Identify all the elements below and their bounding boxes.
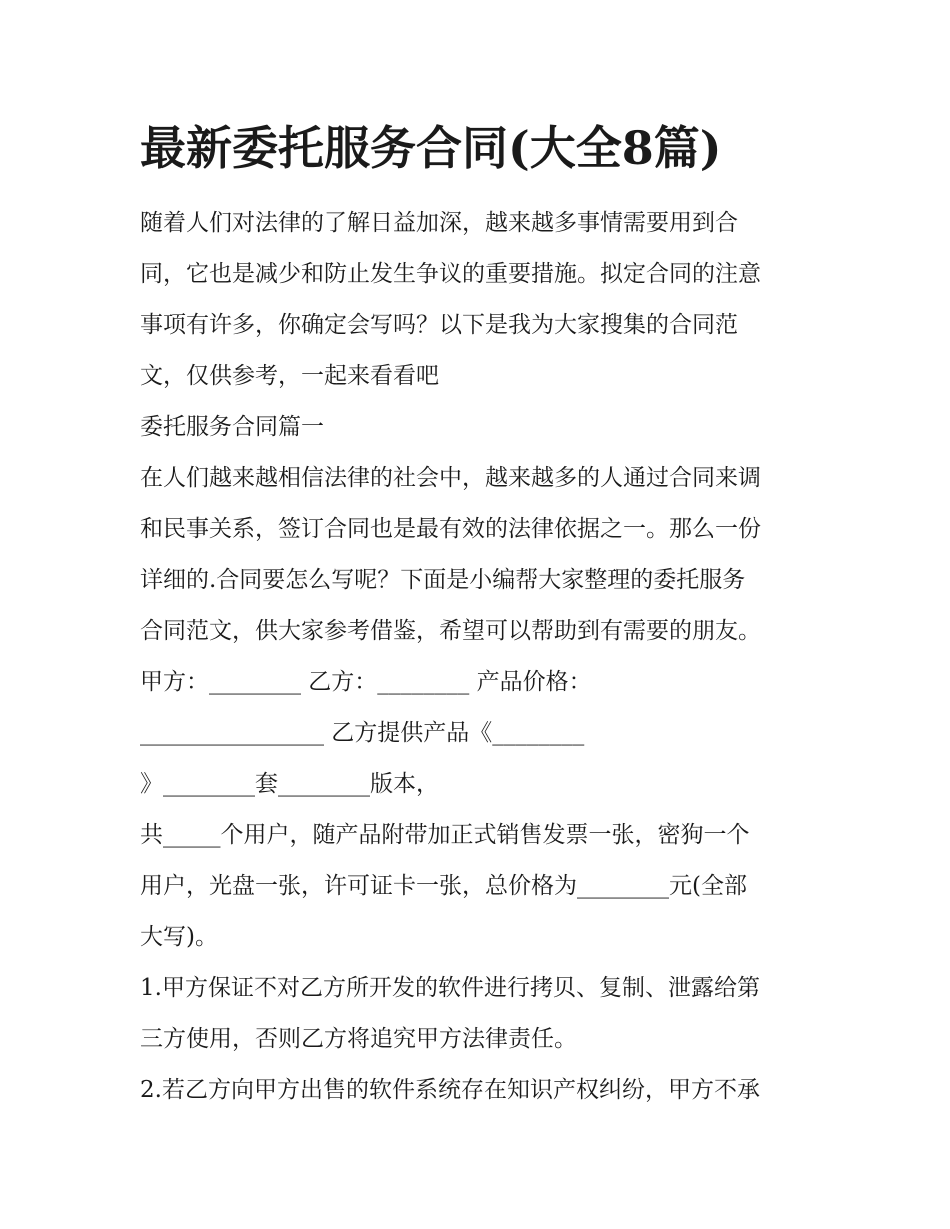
section-heading: 委托服务合同篇一 <box>140 414 324 440</box>
text-line: 在人们越来越相信法律的社会中，越来越多的人通过合同来调 <box>140 465 761 491</box>
text-line: 甲方：________ 乙方：________ 产品价格： <box>140 669 592 695</box>
text-line: 三方使用，否则乙方将追究甲方法律责任。 <box>140 1026 577 1052</box>
text-line: ________________ 乙方提供产品《________ <box>140 720 585 746</box>
text-line: 事项有许多，你确定会写吗？以下是我为大家搜集的合同范 <box>140 312 738 338</box>
document-title: 最新委托服务合同(大全8篇) <box>140 121 722 175</box>
text-line: 共_____个用户，随产品附带加正式销售发票一张，密狗一个 <box>140 822 750 848</box>
text-line: 同，它也是减少和防止发生争议的重要措施。拟定合同的注意 <box>140 261 761 287</box>
text-line: 1.甲方保证不对乙方所开发的软件进行拷贝、复制、泄露给第 <box>140 975 760 1001</box>
text-line: 用户，光盘一张，许可证卡一张，总价格为________元(全部 <box>140 873 747 899</box>
text-line: 和民事关系，签订合同也是最有效的法律依据之一。那么一份 <box>140 516 761 542</box>
text-line: 详细的.合同要怎么写呢？下面是小编帮大家整理的委托服务 <box>140 567 746 593</box>
text-line: 合同范文，供大家参考借鉴，希望可以帮助到有需要的朋友。 <box>140 618 761 644</box>
text-line: 大写)。 <box>140 924 218 950</box>
document-body <box>140 198 820 1116</box>
text-line: 文，仅供参考，一起来看看吧 <box>140 363 439 389</box>
text-line: 2.若乙方向甲方出售的软件系统存在知识产权纠纷，甲方不承 <box>140 1077 760 1103</box>
text-line: 随着人们对法律的了解日益加深，越来越多事情需要用到合 <box>140 210 738 236</box>
text-line: 》________套________版本， <box>140 771 439 797</box>
